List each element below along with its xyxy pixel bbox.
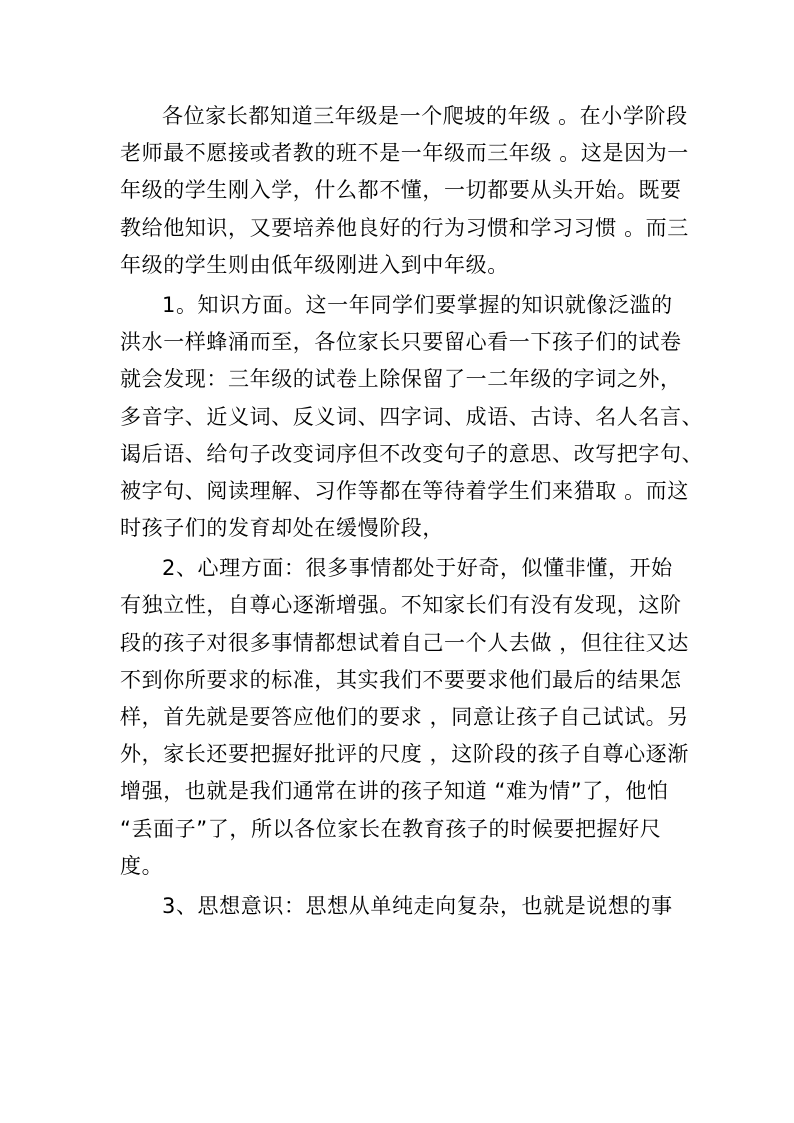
paragraph-3-line-6: 外，家长还要把握好批评的尺度 ，这阶段的孩子自尊心逐渐 — [120, 742, 689, 767]
paragraph-2-line-1: 1。知识方面。这一年同学们要掌握的知识就像泛滥的 — [162, 292, 673, 317]
paragraph-2-line-2: 洪水一样蜂涌而至，各位家长只要留心看一下孩子们的试卷 — [120, 330, 682, 355]
paragraph-1-line-3: 年级的学生刚入学，什么都不懂，一切都要从头开始。既要 — [120, 178, 682, 203]
paragraph-2-line-5: 谒后语、给句子改变词序但不改变句子的意思、改写把字句、 — [120, 441, 704, 466]
paragraph-1-line-5: 年级的学生则由低年级刚进入到中年级。 — [120, 252, 509, 277]
paragraph-3-line-9: 度。 — [120, 853, 164, 878]
paragraph-3-line-3: 段的孩子对很多事情都想试着自己一个人去做 ，但往往又达 — [120, 630, 689, 655]
paragraph-3-line-7: 增强，也就是我们通常在讲的孩子知道 “难为情”了，他怕 — [120, 779, 669, 804]
paragraph-1-line-4: 教给他知识，又要培养他良好的行为习惯和学习习惯 。而三 — [120, 215, 689, 240]
body-text — [120, 98, 704, 925]
paragraph-1-line-2: 老师最不愿接或者教的班不是一年级而三年级 。这是因为一 — [120, 141, 689, 166]
paragraph-3-line-8: “丢面子”了，所以各位家长在教育孩子的时候要把握好尺 — [120, 816, 662, 841]
paragraph-2-line-6: 被字句、阅读理解、习作等都在等待着学生们来猎取 。而这 — [120, 478, 689, 503]
paragraph-3-line-4: 不到你所要求的标准，其实我们不要要求他们最后的结果怎 — [120, 667, 682, 692]
paragraph-2-line-4: 多音字、近义词、反义词、四字词、成语、古诗、名人名言、 — [120, 404, 704, 429]
paragraph-2-line-3: 就会发现：三年级的试卷上除保留了一二年级的字词之外， — [120, 367, 682, 392]
paragraph-2-line-7: 时孩子们的发育却处在缓慢阶段， — [120, 516, 444, 541]
paragraph-1-line-1: 各位家长都知道三年级是一个爬坡的年级 。在小学阶段 — [162, 104, 688, 128]
paragraph-3-line-2: 有独立性，自尊心逐渐增强。不知家长们有没有发现，这阶 — [120, 593, 682, 618]
paragraph-4-line-1: 3、思想意识：思想从单纯走向复杂，也就是说想的事 — [162, 893, 673, 918]
paragraph-3-line-5: 样，首先就是要答应他们的要求 ，同意让孩子自己试试。另 — [120, 705, 689, 729]
paragraph-3-line-1: 2、心理方面：很多事情都处于好奇，似懂非懂，开始 — [162, 556, 673, 581]
